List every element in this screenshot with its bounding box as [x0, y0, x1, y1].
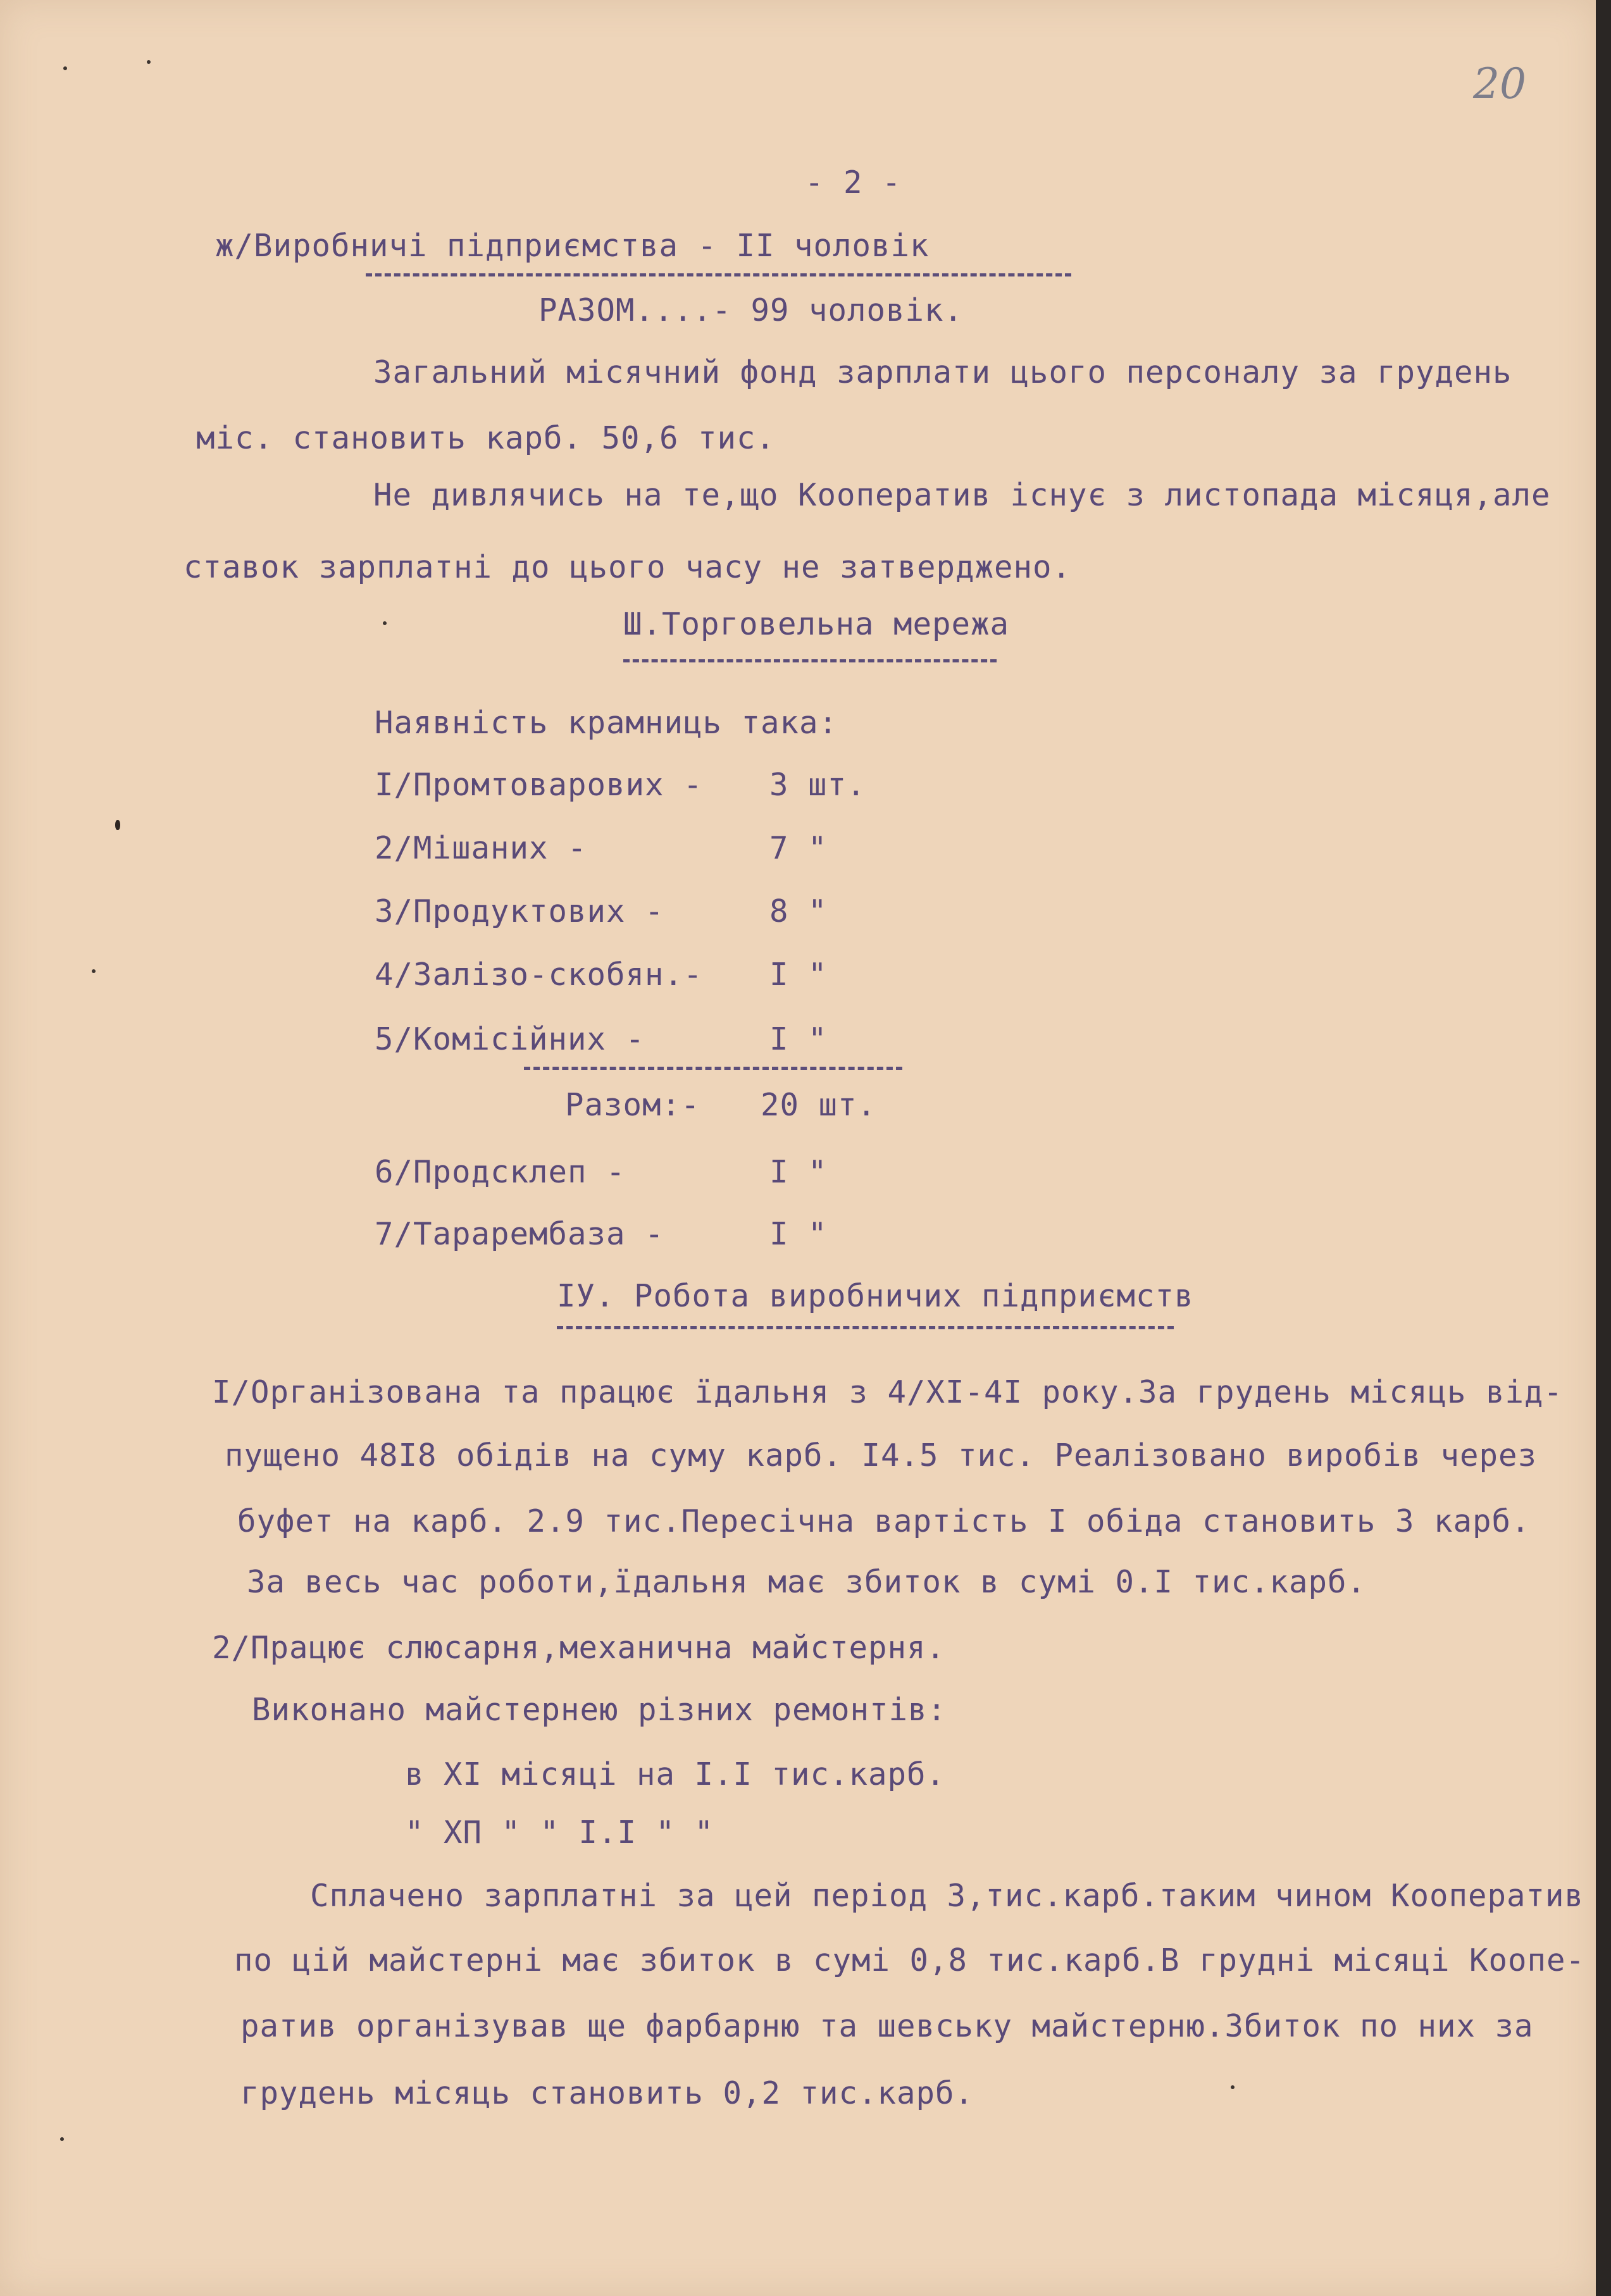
shop-label-6: 6/Продсклеп - [375, 1154, 626, 1190]
paper-speck [115, 820, 120, 830]
paper-speck [147, 60, 151, 64]
shop-qty-3: 8 " [769, 893, 828, 929]
shops-total-qty: 20 шт. [761, 1087, 877, 1123]
canteen-line-3: буфет на карб. 2.9 тис.Пересічна вартість I обіда становить 3 карб. [237, 1503, 1531, 1539]
shop-label-1: I/Промтоварових - [375, 767, 703, 803]
canteen-line-4: За весь час роботи,їдальня має збиток в сумі 0.I тис.карб. [247, 1564, 1367, 1600]
shops-total-rule [524, 1067, 902, 1070]
page-marker: - 2 - [805, 164, 902, 201]
shop-qty-6: I " [769, 1154, 828, 1190]
repairs-intro: Виконано майстернею різних ремонтів: [252, 1692, 947, 1728]
staff-total: РАЗОМ....- 99 чоловік. [538, 292, 964, 328]
paper-speck [92, 969, 96, 973]
canteen-line-1: I/Організована та працює їдальня з 4/XI-4I року.За грудень місяць від- [212, 1374, 1564, 1410]
shop-label-7: 7/Тарарембаза - [375, 1216, 664, 1252]
rates-note-line-2: ставок зарплатні до цього часу не затверджено. [183, 549, 1072, 585]
paper-speck [63, 66, 67, 70]
workshop-line: 2/Працює слюсарня,механична майстерня. [212, 1630, 946, 1666]
wage-fund-line-2: міс. становить карб. 50,6 тис. [196, 420, 776, 456]
shops-total-label: Разом:- [565, 1087, 700, 1123]
section-3-heading-underline [623, 659, 997, 662]
shop-qty-5: I " [769, 1021, 828, 1057]
shop-qty-4: I " [769, 957, 828, 993]
repairs-xi: в XI місяці на I.I тис.карб. [405, 1756, 946, 1792]
archive-page-number: 20 [1473, 59, 1526, 108]
shop-label-5: 5/Комісійних - [375, 1021, 645, 1057]
wages-paid-line-3: ратив організував ще фарбарню та шевську майстерню.Збиток по них за [240, 2008, 1534, 2044]
rates-note-line-1: Не дивлячись на те,що Кооператив існує з листопада місяця,але [373, 477, 1551, 513]
shops-intro: Наявність крамниць така: [375, 705, 838, 741]
wages-paid-line-4: грудень місяць становить 0,2 тис.карб. [240, 2075, 974, 2111]
paper-speck [1231, 2085, 1235, 2089]
shop-label-2: 2/Мішаних - [375, 830, 587, 866]
wages-paid-line-1: Сплачено зарплатні за цей період 3,тис.карб.таким чином Кооператив [310, 1878, 1584, 1914]
wage-fund-line-1: Загальний місячний фонд зарплати цього персоналу за грудень [373, 354, 1512, 390]
shop-qty-7: I " [769, 1216, 828, 1252]
canteen-line-2: пущено 48I8 обідів на суму карб. I4.5 тис. Реалізовано виробів через [225, 1437, 1538, 1474]
paper-speck [383, 621, 387, 625]
wages-paid-line-2: по цій майстерні має збиток в сумі 0,8 тис.карб.В грудні місяці Коопе- [234, 1942, 1586, 1978]
shop-qty-1: 3 шт. [769, 767, 866, 803]
shop-label-3: 3/Продуктових - [375, 893, 664, 929]
underline-rule [366, 273, 1071, 276]
repairs-xii: " XП " " I.I " " [405, 1815, 714, 1851]
section-4-heading: IУ. Робота виробничих підприємств [557, 1278, 1194, 1314]
staff-item-zh: ж/Виробничі підприємства - II чоловік [215, 228, 930, 264]
shop-qty-2: 7 " [769, 830, 828, 866]
paper-speck [60, 2137, 64, 2141]
shop-label-4: 4/Залізо-скобян.- [375, 957, 703, 993]
section-3-heading: Ш.Торговельна мережа [623, 606, 1010, 642]
section-4-heading-underline [557, 1326, 1174, 1329]
